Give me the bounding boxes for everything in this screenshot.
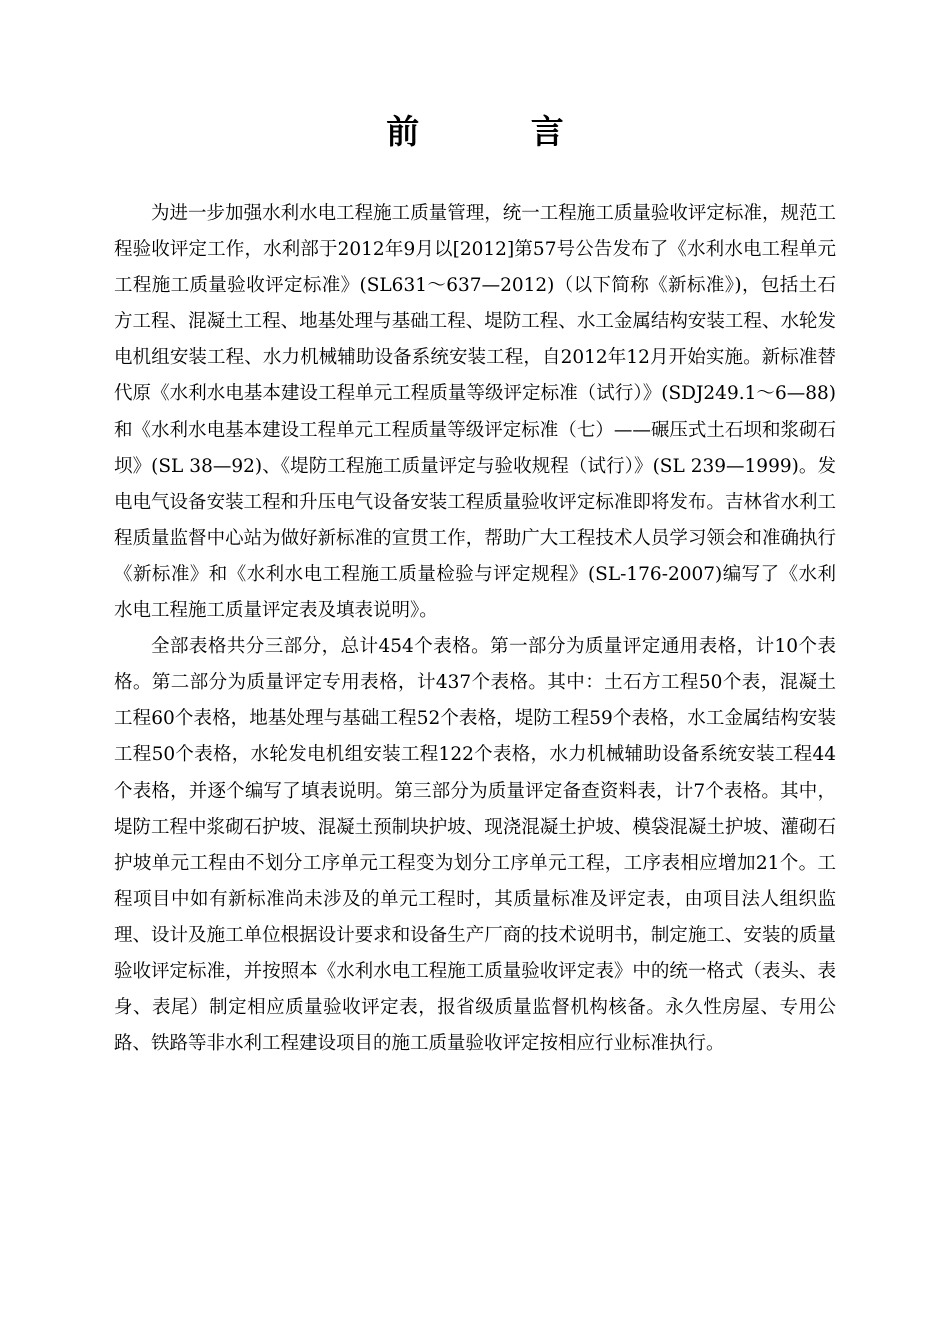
paragraph-2: 全部表格共分三部分，总计454个表格。第一部分为质量评定通用表格，计10个表格。第二部分为质量评定专用表格，计437个表格。其中：土石方工程50个表，混凝土工程60个表格，地基处理与基础工程52个表格，堤防工程59个表格，水工金属结构安装工程50个表格，水轮发电机组安装工程122个表格，水力机械辅助设备系统安装工程44个表格，并逐个编写了填表说明。第三部分为质量评定备查资料表，计7个表格。其中，堤防工程中浆砌石护坡、混凝土预制块护坡、现浇混凝土护坡、模袋混凝土护坡、灌砌石护坡单元工程由不划分工序单元工程变为划分工序单元工程，工序表相应增加21个。工程项目中如有新标准尚未涉及的单元工程时，其质量标准及评定表，由项目法人组织监理、设计及施工单位根据设计要求和设备生产厂商的技术说明书，制定施工、安装的质量验收评定标准，并按照本《水利水电工程施工质量验收评定表》中的统一格式（表头、表身、表尾）制定相应质量验收评定表，报省级质量监督机构核备。永久性房屋、专用公路、铁路等非水利工程建设项目的施工质量验收评定按相应行业标准执行。 bbox=[114, 636, 836, 1055]
preface-body bbox=[114, 196, 836, 1062]
page-title: 前 言 bbox=[386, 112, 614, 151]
paragraph-1: 为进一步加强水利水电工程施工质量管理，统一工程施工质量验收评定标准，规范工程验收评定工作，水利部于2012年9月以[2012]第57号公告发布了《水利水电工程单元工程施工质量验收评定标准》(SL631～637—2012)（以下简称《新标准》)，包括土石方工程、混凝土工程、地基处理与基础工程、堤防工程、水工金属结构安装工程、水轮发电机组安装工程、水力机械辅助设备系统安装工程，自2012年12月开始实施。新标准替代原《水利水电基本建设工程单元工程质量等级评定标准（试行）》(SDJ249.1～6—88)和《水利水电基本建设工程单元工程质量等级评定标准（七）——碾压式土石坝和浆砌石坝》(SL 38—92)、《堤防工程施工质量评定与验收规程（试行）》(SL 239—1999)。发电电气设备安装工程和升压电气设备安装工程质量验收评定标准即将发布。吉林省水利工程质量监督中心站为做好新标准的宣贯工作，帮助广大工程技术人员学习领会和准确执行《新标准》和《水利水电工程施工质量检验与评定规程》(SL-176-2007)编写了《水利水电工程施工质量评定表及填表说明》。 bbox=[114, 203, 836, 622]
